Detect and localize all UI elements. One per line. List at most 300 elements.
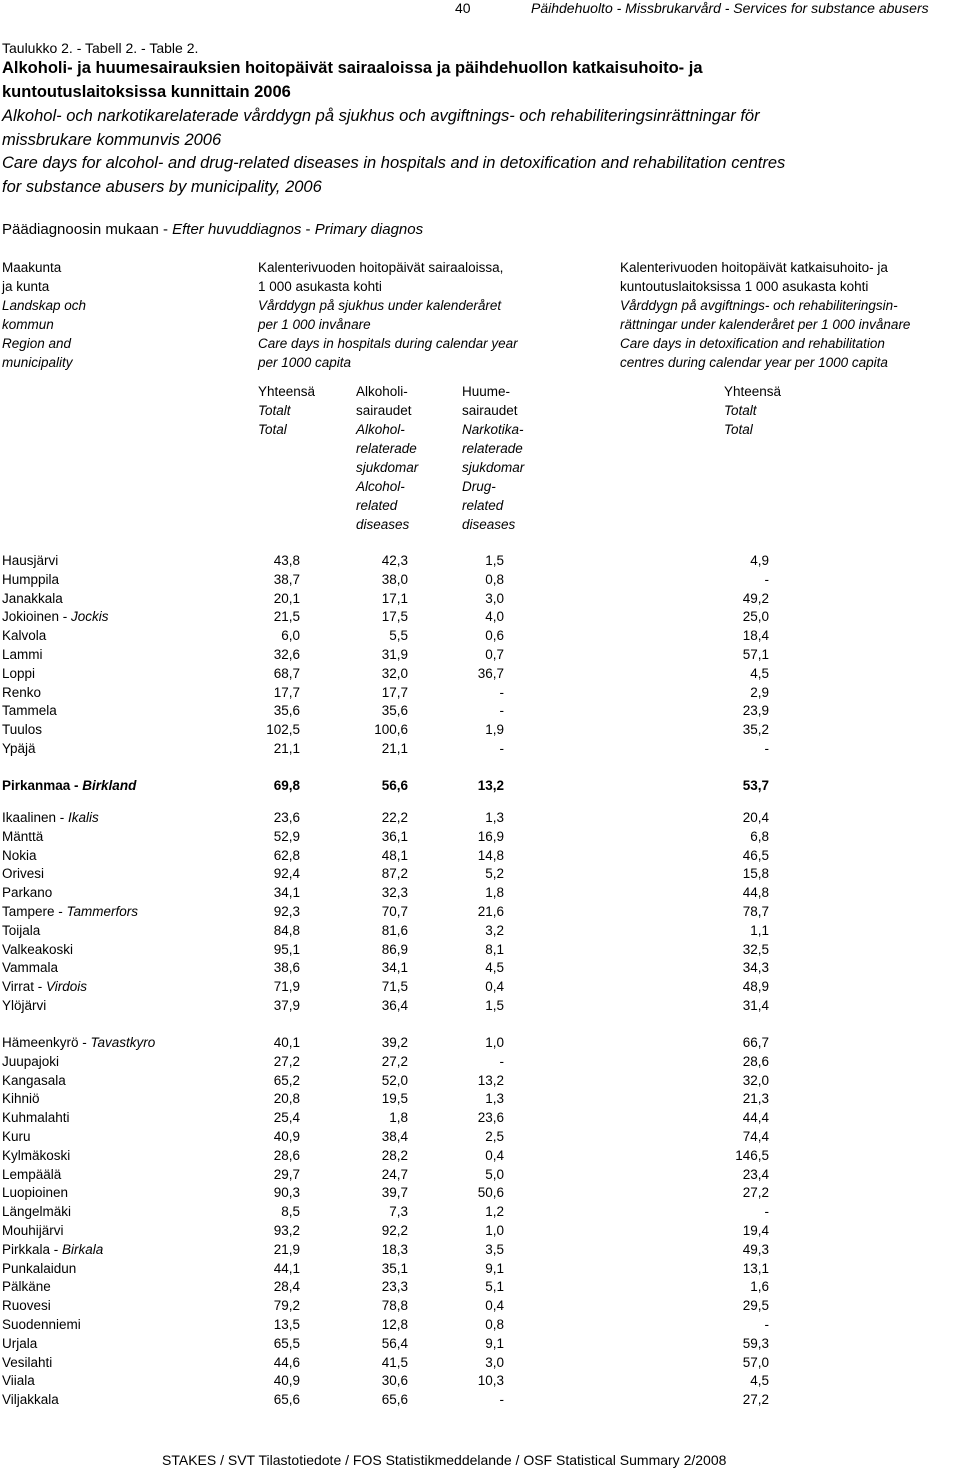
alcohol-cell: 56,4	[381, 1335, 408, 1351]
name-fi: Urjala	[2, 1335, 38, 1351]
header-line: sjukdomar	[462, 460, 525, 475]
name-fi: Kangasala	[2, 1072, 66, 1088]
alcohol-cell: 36,4	[381, 998, 408, 1013]
detox-total-cell: -	[764, 1317, 769, 1332]
hospital-total-cell: 37,9	[273, 998, 300, 1013]
detox-total-cell: 57,0	[742, 1354, 769, 1370]
drug-cell: 5,0	[485, 1166, 504, 1182]
name-fi: Nokia	[2, 847, 37, 863]
header-line: sjukdomar	[356, 460, 419, 475]
detox-total-cell: 48,9	[742, 979, 769, 995]
name-sv: Birkala	[62, 1241, 104, 1257]
alcohol-cell: 17,7	[381, 684, 408, 700]
header-total	[258, 382, 315, 439]
drug-cell: 0,6	[485, 628, 504, 644]
table-row	[2, 1334, 772, 1353]
detox-total-cell: 1,1	[750, 922, 769, 938]
drug-cell: 0,4	[485, 979, 504, 995]
municipality-name	[2, 864, 44, 883]
municipality-name	[2, 1371, 35, 1390]
detox-total-cell: 25,0	[742, 609, 769, 625]
table-row	[2, 1071, 772, 1090]
detox-total-cell: 4,9	[750, 553, 769, 568]
municipality-name	[2, 1390, 59, 1409]
detox-total-cell: 49,3	[742, 1241, 769, 1257]
drug-cell: 3,0	[485, 1354, 504, 1370]
drug-cell: 0,8	[485, 571, 504, 587]
detox-total-cell: 53,7	[742, 778, 769, 793]
municipality-name	[2, 1296, 51, 1315]
hospital-total-cell: 95,1	[273, 941, 300, 957]
detox-total-cell: -	[764, 741, 769, 756]
name-fi: Vesilahti	[2, 1354, 53, 1370]
hospital-total-cell: 44,6	[273, 1354, 300, 1370]
name-sv: Birkland	[82, 778, 137, 793]
table-row	[2, 902, 772, 921]
header-line: Totalt	[258, 403, 291, 418]
table-row	[2, 827, 772, 846]
header-line: Totalt	[724, 403, 757, 418]
alcohol-cell: 31,9	[381, 647, 408, 662]
hospital-total-cell: 65,2	[273, 1072, 300, 1088]
header-line: Care days in hospitals during calendar year	[258, 336, 518, 351]
subtitle-sv: Efter huvuddiagnos	[172, 221, 302, 238]
header-detox	[620, 258, 910, 372]
detox-total-cell: 27,2	[742, 1185, 769, 1201]
hospital-total-cell: 32,6	[273, 647, 300, 662]
name-fi: Parkano	[2, 885, 53, 901]
detox-total-cell: 21,3	[742, 1091, 769, 1107]
header-line: ja kunta	[2, 279, 50, 294]
drug-cell: 21,6	[477, 904, 504, 919]
header-line: Huume-	[462, 384, 511, 399]
detox-total-cell: -	[764, 571, 769, 587]
hospital-total-cell: 40,9	[273, 1129, 300, 1144]
alcohol-cell: 17,5	[381, 609, 408, 625]
alcohol-cell: 39,2	[381, 1035, 408, 1050]
drug-cell: 3,2	[485, 922, 504, 938]
table-row	[2, 1033, 772, 1052]
name-fi: Valkeakoski	[2, 941, 74, 957]
title-en-line1: Care days for alcohol- and drug-related diseases in hospitals and in detoxification and rehabilitation centres	[2, 154, 786, 172]
municipality-name	[2, 940, 73, 959]
table-number: Taulukko 2. - Tabell 2. - Table 2.	[2, 40, 199, 56]
name-sv: Tammerfors	[66, 904, 139, 919]
table-row-region	[2, 776, 772, 795]
hospital-total-cell: 23,6	[273, 810, 300, 825]
drug-cell: -	[499, 1053, 504, 1069]
drug-cell: 50,6	[477, 1185, 504, 1201]
name-fi: Ruovesi	[2, 1298, 51, 1314]
subtitle-sep: -	[301, 221, 315, 238]
header-line: per 1 000 invånare	[258, 317, 371, 332]
municipality-name	[2, 977, 87, 996]
name-fi: Ikaalinen -	[2, 810, 69, 825]
drug-cell: 8,1	[485, 941, 504, 957]
header-line: 1 000 asukasta kohti	[258, 279, 382, 294]
header-line: kommun	[2, 317, 54, 332]
header-line: related	[462, 498, 504, 513]
table-row	[2, 940, 772, 959]
detox-total-cell: 78,7	[742, 904, 769, 919]
detox-total-cell: 44,8	[742, 885, 769, 901]
municipality-name	[2, 683, 41, 702]
drug-cell: 0,7	[485, 647, 504, 662]
detox-total-cell: 23,4	[742, 1166, 769, 1182]
municipality-name	[2, 1259, 76, 1278]
alcohol-cell: 42,3	[381, 553, 408, 568]
name-fi: Ypäjä	[2, 741, 36, 756]
header-line: Yhteensä	[258, 384, 316, 399]
title-fi-line1: Alkoholi- ja huumesairauksien hoitopäivät sairaaloissa ja päihdehuollon katkaisuhoito- ja	[2, 59, 703, 77]
municipality-name	[2, 996, 46, 1015]
detox-total-cell: 32,5	[742, 941, 769, 957]
header-line: Vårddygn på sjukhus under kalenderåret	[258, 298, 502, 313]
table-row	[2, 1371, 772, 1390]
alcohol-cell: 78,8	[381, 1298, 408, 1314]
detox-total-cell: 20,4	[742, 810, 769, 825]
header-line: related	[356, 498, 398, 513]
alcohol-cell: 23,3	[381, 1279, 408, 1295]
table-row	[2, 1052, 772, 1071]
header-line: Narkotika-	[462, 422, 524, 437]
name-fi: Juupajoki	[2, 1053, 60, 1069]
hospital-total-cell: 90,3	[273, 1185, 300, 1201]
detox-total-cell: 19,4	[742, 1223, 769, 1238]
detox-total-cell: 6,8	[750, 828, 769, 844]
header-line: Maakunta	[2, 260, 62, 275]
name-fi: Viiala	[2, 1373, 35, 1389]
detox-total-cell: 57,1	[742, 647, 769, 662]
detox-total-cell: 4,5	[750, 1373, 769, 1389]
drug-cell: 4,0	[485, 609, 504, 625]
name-fi: Kihniö	[2, 1091, 40, 1107]
page-number: 40	[455, 0, 471, 16]
hospital-total-cell: 40,1	[273, 1035, 300, 1050]
page-footer: STAKES / SVT Tilastotiedote / FOS Statistikmeddelande / OSF Statistical Summary 2/2008	[162, 1452, 727, 1468]
name-fi: Pälkäne	[2, 1279, 51, 1295]
drug-cell: 14,8	[477, 847, 504, 863]
alcohol-cell: 56,6	[381, 778, 408, 793]
municipality-name	[2, 1146, 70, 1165]
title-en-line2: for substance abusers by municipality, 2006	[2, 178, 322, 196]
municipality-name	[2, 921, 40, 940]
drug-cell: 36,7	[477, 665, 504, 681]
hospital-total-cell: 6,0	[281, 628, 300, 644]
drug-cell: 0,8	[485, 1317, 504, 1332]
hospital-total-cell: 27,2	[273, 1053, 300, 1069]
drug-cell: -	[499, 684, 504, 700]
alcohol-cell: 39,7	[381, 1185, 408, 1201]
municipality-name	[2, 958, 58, 977]
alcohol-cell: 24,7	[381, 1166, 408, 1182]
alcohol-cell: 32,3	[381, 885, 408, 901]
alcohol-cell: 34,1	[381, 960, 408, 976]
header-line: relaterade	[356, 441, 417, 456]
alcohol-cell: 18,3	[381, 1241, 408, 1257]
municipality-name	[2, 570, 59, 589]
alcohol-cell: 70,7	[381, 904, 408, 919]
table-row	[2, 864, 772, 883]
header-line: Vårddygn på avgiftnings- och rehabiliteringsin-	[620, 298, 898, 313]
table-row	[2, 1146, 772, 1165]
name-fi: Kalvola	[2, 628, 47, 644]
hospital-total-cell: 52,9	[273, 828, 300, 844]
name-fi: Janakkala	[2, 590, 63, 606]
name-fi: Mouhijärvi	[2, 1223, 64, 1238]
hospital-total-cell: 20,8	[273, 1091, 300, 1107]
alcohol-cell: 19,5	[381, 1091, 408, 1107]
municipality-name	[2, 1108, 70, 1127]
hospital-total-cell: 84,8	[273, 922, 300, 938]
name-fi: Suodenniemi	[2, 1317, 81, 1332]
table-row	[2, 1315, 772, 1334]
table-row	[2, 1108, 772, 1127]
header-line: Alcohol-	[356, 479, 405, 494]
municipality-name	[2, 645, 43, 664]
municipality-name	[2, 1089, 40, 1108]
table-row	[2, 683, 772, 702]
drug-cell: 9,1	[485, 1260, 504, 1276]
table-row	[2, 1221, 772, 1240]
name-fi: Tampere -	[2, 904, 67, 919]
drug-cell: 13,2	[477, 778, 504, 793]
name-fi: Renko	[2, 684, 42, 700]
table-row	[2, 551, 772, 570]
hospital-total-cell: 38,6	[273, 960, 300, 976]
detox-total-cell: 49,2	[742, 590, 769, 606]
hospital-total-cell: 92,4	[273, 866, 300, 882]
name-fi: Kylmäkoski	[2, 1147, 71, 1163]
hospital-total-cell: 13,5	[273, 1317, 300, 1332]
table-row	[2, 1353, 772, 1372]
alcohol-cell: 35,6	[381, 703, 408, 719]
table-row	[2, 977, 772, 996]
hospital-total-cell: 71,9	[273, 979, 300, 995]
name-fi: Viljakkala	[2, 1392, 59, 1408]
name-fi: Jokioinen -	[2, 609, 72, 625]
header-line: centres during calendar year per 1000 capita	[620, 355, 888, 370]
alcohol-cell: 100,6	[374, 722, 408, 738]
table-row	[2, 1296, 772, 1315]
hospital-total-cell: 65,6	[273, 1392, 300, 1408]
alcohol-cell: 48,1	[381, 847, 408, 863]
header-line: Region and	[2, 336, 72, 351]
detox-total-cell: 74,4	[742, 1129, 769, 1144]
detox-total-cell: 59,3	[742, 1335, 769, 1351]
hospital-total-cell: 29,7	[273, 1166, 300, 1182]
detox-total-cell: 66,7	[742, 1035, 769, 1050]
name-fi: Tuulos	[2, 722, 43, 738]
hospital-total-cell: 28,6	[273, 1147, 300, 1163]
drug-cell: 1,3	[485, 1091, 504, 1107]
name-fi: Pirkanmaa -	[2, 778, 83, 793]
hospital-total-cell: 21,1	[273, 741, 300, 756]
name-fi: Lammi	[2, 647, 43, 662]
municipality-name	[2, 1277, 51, 1296]
municipality-name	[2, 1033, 155, 1052]
running-title: Päihdehuolto - Missbrukarvård - Services for substance abusers	[531, 0, 929, 16]
detox-total-cell: 35,2	[742, 722, 769, 738]
header-line: Yhteensä	[724, 384, 782, 399]
hospital-total-cell: 20,1	[273, 590, 300, 606]
hospital-total-cell: 34,1	[273, 885, 300, 901]
table-row	[2, 921, 772, 940]
header-drug	[462, 382, 524, 534]
alcohol-cell: 17,1	[381, 590, 408, 606]
hospital-total-cell: 92,3	[273, 904, 300, 919]
subtitle-en: Primary diagnos	[314, 221, 424, 238]
detox-total-cell: 46,5	[742, 847, 769, 863]
hospital-total-cell: 21,9	[273, 1241, 300, 1257]
municipality-name	[2, 1240, 103, 1259]
drug-cell: -	[499, 741, 504, 756]
alcohol-cell: 81,6	[381, 922, 408, 938]
municipality-name	[2, 1071, 66, 1090]
drug-cell: 5,1	[485, 1279, 504, 1295]
drug-cell: 5,2	[485, 866, 504, 882]
municipality-name	[2, 1165, 61, 1184]
name-fi: Längelmäki	[2, 1204, 72, 1220]
detox-total-cell: 34,3	[742, 960, 769, 976]
drug-cell: 1,5	[485, 998, 504, 1013]
table-row	[2, 1183, 772, 1202]
alcohol-cell: 5,5	[389, 628, 408, 644]
header-line: Kalenterivuoden hoitopäivät sairaaloissa,	[258, 260, 504, 275]
drug-cell: 13,2	[477, 1072, 504, 1088]
hospital-total-cell: 21,5	[273, 609, 300, 625]
header-line: diseases	[462, 517, 516, 532]
municipality-name	[2, 1052, 59, 1071]
drug-cell: 1,0	[485, 1035, 504, 1050]
header-line: diseases	[356, 517, 410, 532]
municipality-name	[2, 808, 99, 827]
hospital-total-cell: 17,7	[273, 684, 300, 700]
municipality-name	[2, 739, 36, 758]
name-sv: Ikalis	[68, 810, 99, 825]
name-sv: Tavastkyro	[90, 1035, 156, 1050]
name-fi: Humppila	[2, 571, 60, 587]
header-line: Landskap och	[2, 298, 87, 313]
table-row	[2, 701, 772, 720]
name-fi: Lempäälä	[2, 1166, 62, 1182]
table-row	[2, 570, 772, 589]
drug-cell: 1,9	[485, 722, 504, 738]
detox-total-cell: 32,0	[742, 1072, 769, 1088]
table-row	[2, 1089, 772, 1108]
drug-cell: -	[499, 703, 504, 719]
detox-total-cell: 146,5	[735, 1147, 769, 1163]
municipality-name	[2, 607, 109, 626]
municipality-name	[2, 1315, 81, 1334]
table-row	[2, 1390, 772, 1409]
name-fi: Kuru	[2, 1129, 31, 1144]
name-fi: Ylöjärvi	[2, 998, 47, 1013]
header-line: Total	[724, 422, 753, 437]
hospital-total-cell: 40,9	[273, 1373, 300, 1389]
detox-total-cell: 15,8	[742, 866, 769, 882]
alcohol-cell: 28,2	[381, 1147, 408, 1163]
table-row	[2, 1127, 772, 1146]
alcohol-cell: 65,6	[381, 1392, 408, 1408]
alcohol-cell: 87,2	[381, 866, 408, 882]
name-fi: Virrat -	[2, 979, 47, 995]
alcohol-cell: 35,1	[381, 1260, 408, 1276]
detox-total-cell: 27,2	[742, 1392, 769, 1408]
table-row	[2, 1259, 772, 1278]
name-fi: Punkalaidun	[2, 1260, 77, 1276]
title-sv-line1: Alkohol- och narkotikarelaterade vårddygn på sjukhus och avgiftnings- och rehabiliteringsinrättningar för	[2, 107, 760, 125]
subtitle	[2, 221, 423, 238]
municipality-name	[2, 1183, 68, 1202]
name-fi: Mänttä	[2, 828, 44, 844]
hospital-total-cell: 25,4	[273, 1110, 300, 1126]
hospital-total-cell: 93,2	[273, 1223, 300, 1238]
drug-cell: 3,5	[485, 1241, 504, 1257]
detox-total-cell: 31,4	[742, 998, 769, 1013]
municipality-name	[2, 1127, 31, 1146]
drug-cell: 0,4	[485, 1147, 504, 1163]
drug-cell: 1,0	[485, 1223, 504, 1238]
detox-total-cell: 29,5	[742, 1298, 769, 1314]
hospital-total-cell: 62,8	[273, 847, 300, 863]
drug-cell: -	[499, 1392, 504, 1408]
drug-cell: 10,3	[477, 1373, 504, 1389]
hospital-total-cell: 79,2	[273, 1298, 300, 1314]
municipality-name	[2, 551, 58, 570]
municipality-name	[2, 1202, 71, 1221]
alcohol-cell: 92,2	[381, 1223, 408, 1238]
hospital-total-cell: 28,4	[273, 1279, 300, 1295]
alcohol-cell: 36,1	[381, 828, 408, 844]
drug-cell: 1,2	[485, 1204, 504, 1220]
subtitle-fi: Päädiagnoosin mukaan -	[2, 221, 173, 238]
municipality-name	[2, 776, 136, 795]
hospital-total-cell: 38,7	[273, 571, 300, 587]
municipality-name	[2, 720, 42, 739]
table-row	[2, 846, 772, 865]
header-hospital	[258, 258, 518, 372]
name-fi: Loppi	[2, 665, 36, 681]
alcohol-cell: 12,8	[381, 1317, 408, 1332]
hospital-total-cell: 102,5	[266, 722, 300, 738]
title-sv-line2: missbrukare kommunvis 2006	[2, 131, 222, 149]
header-line: Total	[258, 422, 287, 437]
header-line: relaterade	[462, 441, 523, 456]
drug-cell: 1,5	[485, 553, 504, 568]
name-fi: Pirkkala -	[2, 1241, 63, 1257]
table-row	[2, 720, 772, 739]
header-detox-total	[724, 382, 781, 439]
drug-cell: 9,1	[485, 1335, 504, 1351]
alcohol-cell: 32,0	[381, 665, 408, 681]
detox-total-cell: 1,6	[750, 1279, 769, 1295]
title-fi-line2: kuntoutuslaitoksissa kunnittain 2006	[2, 83, 291, 101]
header-line: Drug-	[462, 479, 496, 494]
hospital-total-cell: 65,5	[273, 1335, 300, 1351]
table-row	[2, 645, 772, 664]
table-row	[2, 1202, 772, 1221]
name-fi: Tammela	[2, 703, 57, 719]
table-row	[2, 607, 772, 626]
hospital-total-cell: 8,5	[281, 1204, 300, 1220]
drug-cell: 3,0	[485, 590, 504, 606]
alcohol-cell: 1,8	[389, 1110, 408, 1126]
detox-total-cell: 13,1	[742, 1260, 769, 1276]
table-row	[2, 996, 772, 1015]
municipality-name	[2, 1221, 64, 1240]
name-fi: Hausjärvi	[2, 553, 59, 568]
